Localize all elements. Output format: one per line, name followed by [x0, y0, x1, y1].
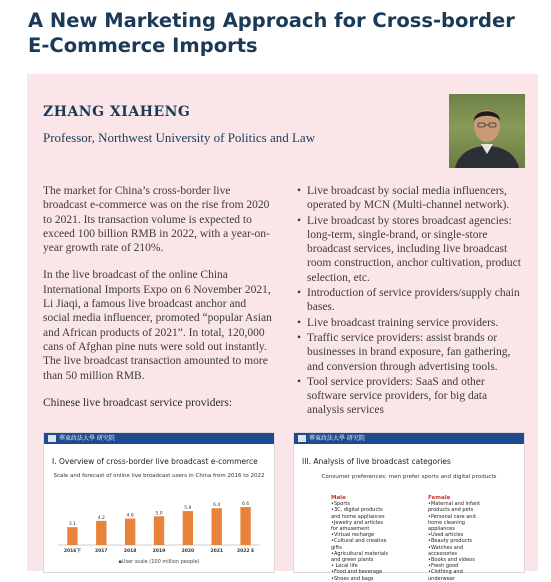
x-tick-label: 2019	[152, 549, 166, 554]
author-role: Professor, Northwest University of Politics and Law	[43, 130, 316, 145]
list-item: •Personal care and	[428, 513, 476, 520]
male-header: Male	[331, 495, 346, 501]
bar-value-label: 6.4	[213, 503, 221, 509]
list-item: •Shoes and bags	[331, 575, 374, 582]
bar-value-label: 5.0	[155, 511, 163, 517]
x-tick-label: 2018	[123, 549, 137, 554]
female-preferences	[428, 495, 516, 582]
list-item: •Jewelry and articles	[331, 519, 383, 526]
categories-slide	[293, 432, 525, 582]
right-column	[297, 184, 525, 419]
portrait-silhouette-icon	[449, 94, 525, 168]
list-item: • Tool service providers: SaaS and other software service providers, for big data analysis services	[307, 375, 525, 418]
left-column	[43, 184, 274, 410]
expo-paragraph: In the live broadcast of the online China International Imports Expo on 6 November 2021, Li Jiaqi, a famous live broadcast anchor and social media influencer, promoted “popular Asian and African products of 2021”. In total, 120,000 cans of Afghan pine nuts were sold out instantly. The live broadcast transaction amounted to more than 50 million RMB.	[43, 269, 272, 382]
list-item: appliances	[428, 526, 455, 533]
bar-value-label: 4.6	[126, 513, 134, 519]
list-item: •Beauty products	[428, 538, 473, 545]
chart-bar	[212, 508, 222, 545]
list-item: •Sports	[331, 501, 350, 508]
x-tick-label: 2016下	[63, 549, 81, 554]
chart-bar	[125, 519, 135, 545]
list-item: •Clothing and	[428, 569, 463, 576]
list-item: •Virtual recharge	[331, 532, 375, 539]
list-item: • Live broadcast by stores broadcast agencies: long-term, single-brand, or single-store broadcast services, including live broadcast room construction, anchor cultivation, product selection, etc.	[307, 214, 525, 285]
consumer-heading: Consumer preferences: men prefer sports and digital products	[321, 474, 497, 480]
providers-list	[297, 184, 525, 418]
list-item: gifts	[331, 544, 342, 551]
slide-brand: 華東政法大學 研究院	[309, 435, 365, 442]
x-tick-label: 2021	[210, 549, 223, 554]
list-item: •3C, digital products	[331, 507, 383, 514]
university-logo-icon	[48, 435, 56, 442]
bar-value-label: 6.6	[241, 502, 250, 508]
list-item: • Traffic service providers: assist brands or businesses in brand exposure, fan gathering, and conversion through advertising tools.	[307, 331, 525, 374]
slide-brand: 華東政法大學 研究院	[59, 435, 115, 442]
list-item: •Watches and	[428, 544, 464, 551]
overview-slide	[43, 432, 275, 573]
list-item: •Cultural and creative	[331, 538, 387, 545]
list-item: accessories	[428, 550, 458, 557]
x-tick-label: 2022 E	[236, 549, 255, 554]
list-item: and green plants	[331, 557, 374, 564]
list-item: underwear	[428, 575, 455, 582]
intro-paragraph: The market for China’s cross-border live broadcast e-commerce was on the rise from 2020 to 2021. Its transaction volume is expected to exceed 100 billion RMB in 2022, with a year-on-year growth rate of 210%.	[43, 185, 270, 255]
slide-header-bar	[294, 433, 524, 444]
bar-value-label: 3.1	[68, 522, 77, 528]
slide-title: III. Analysis of live broadcast categories	[302, 457, 451, 466]
list-item: and home appliances	[331, 513, 385, 520]
x-tick-label: 2020	[181, 549, 195, 554]
chart-legend: ▪User scale (100 million people)	[118, 559, 200, 565]
slide-title: I. Overview of cross-border live broadcast e-commerce	[52, 457, 258, 466]
university-logo-icon	[298, 435, 306, 442]
list-item: products and pets	[428, 507, 474, 514]
list-item: •Fresh good	[428, 563, 459, 570]
male-preferences	[331, 495, 419, 582]
author-name: ZHANG XIAHENG	[43, 104, 191, 120]
list-item: home cleaning	[428, 519, 465, 526]
list-item: for amusement	[331, 526, 370, 533]
page-title: A New Marketing Approach for Cross-border E-Commerce Imports	[28, 9, 515, 57]
list-item: •Agricultural materials	[331, 550, 388, 557]
chart-bar	[67, 527, 77, 545]
slide-header-bar	[44, 433, 274, 444]
list-item: • Live broadcast training service providers.	[307, 316, 525, 330]
bar-chart	[44, 491, 274, 572]
list-item: •Books and videos	[428, 557, 475, 564]
chart-bar	[240, 507, 250, 545]
chart-title: Scale and forecast of online live broadcast users in China from 2016 to 2022	[53, 473, 265, 479]
chart-bar	[96, 521, 106, 545]
x-tick-label: 2017	[95, 549, 108, 554]
list-item: • Introduction of service providers/supply chain bases.	[307, 286, 525, 315]
providers-subheading: Chinese live broadcast service providers:	[43, 396, 233, 409]
bar-value-label: 4.2	[97, 515, 105, 521]
chart-bar	[154, 516, 164, 545]
list-item: • Local life	[331, 563, 358, 570]
list-item: •Food and beverage	[331, 569, 383, 576]
chart-bar	[183, 511, 193, 545]
list-item: •Used articles	[428, 532, 464, 539]
list-item: • Live broadcast by social media influencers, operated by MCN (Multi-channel network).	[307, 184, 525, 213]
article-panel	[27, 74, 538, 582]
portrait-photo	[449, 94, 525, 168]
list-item: •Maternal and infant	[428, 501, 481, 508]
female-header: Female	[428, 495, 451, 501]
bar-value-label: 5.9	[184, 506, 192, 512]
